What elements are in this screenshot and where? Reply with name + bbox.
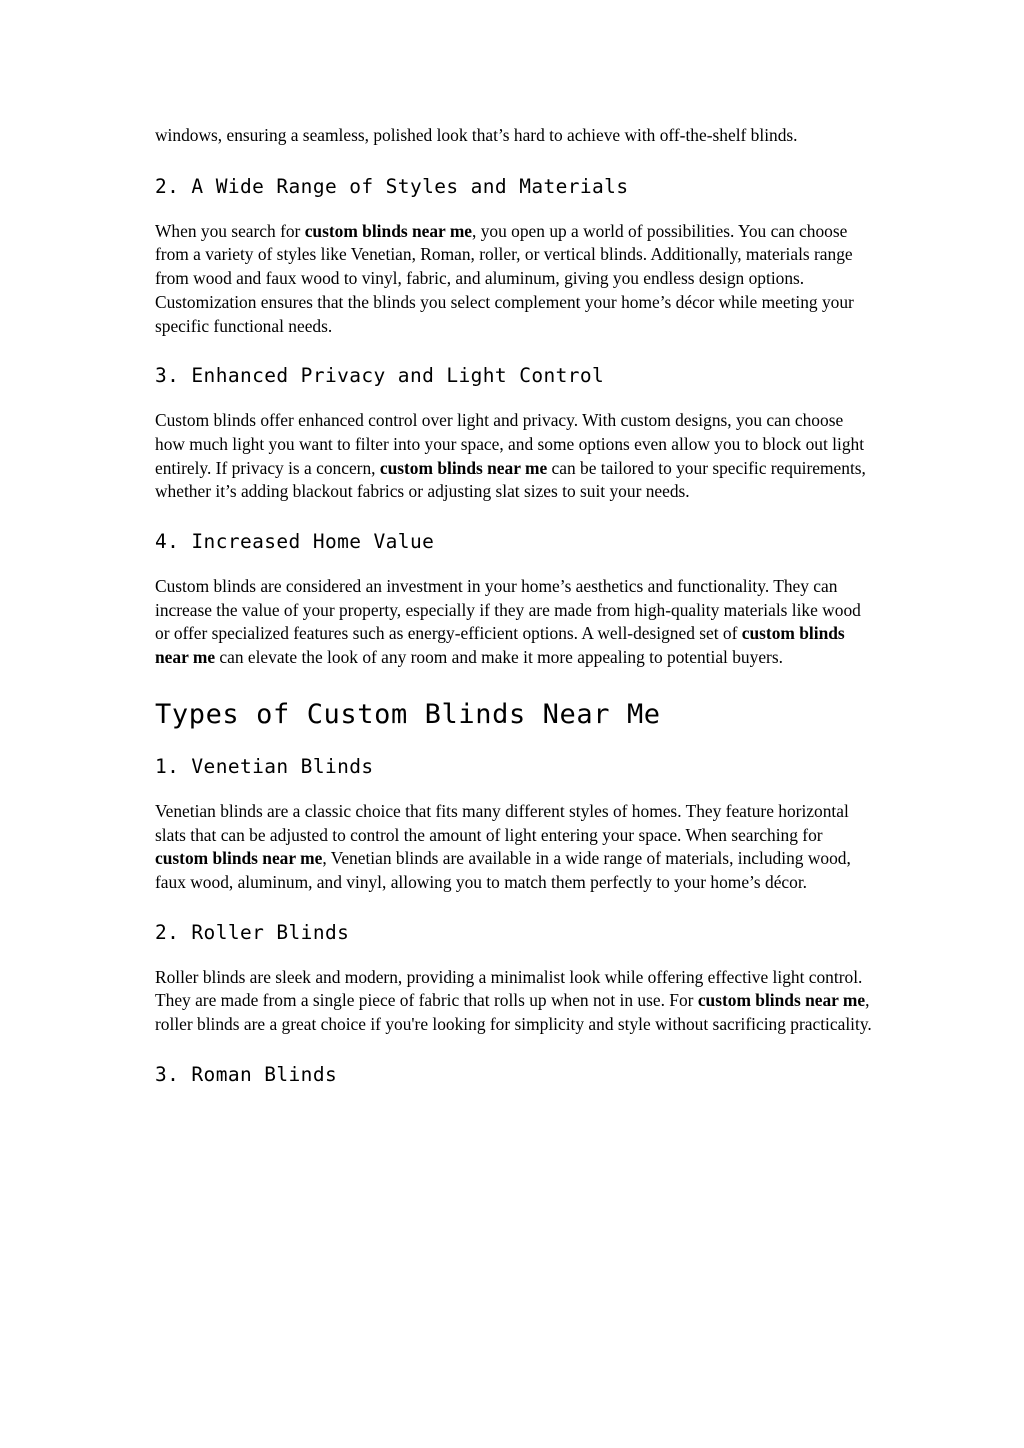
section-title-types: Types of Custom Blinds Near Me: [155, 698, 661, 730]
paragraph-text: Custom blinds are considered an investment in your home’s aesthetics and functionality. They can increase the value of your property, especially if they are made from high-quality materials like wood or offer specialized features such as energy-efficient options. A well-designed set of: [155, 576, 861, 644]
paragraph-text: Custom blinds offer enhanced control over light and privacy. With custom designs, you can choose how much light you want to filter into your space, and some options even allow you to block out light entirely. If privacy is a concern,: [155, 410, 865, 478]
keyword-bold: custom blinds near me: [379, 457, 548, 478]
section-heading-privacy-light: 3. Enhanced Privacy and Light Control: [155, 364, 605, 388]
paragraph-text: , Venetian blinds are available in a wide range of materials, including wood, faux wood, aluminum, and vinyl, allowing you to match them perfectly to your home’s décor.: [155, 848, 851, 892]
paragraph-text: can elevate the look of any room and make it more appealing to potential buyers.: [215, 647, 783, 668]
paragraph-text: Venetian blinds are a classic choice that fits many different styles of homes. They feature horizontal slats that can be adjusted to control the amount of light entering your space. When searching for: [155, 800, 849, 845]
document-page: [155, 124, 875, 1089]
paragraph-text: When you search for: [155, 220, 305, 241]
paragraph-styles-materials: [155, 220, 875, 339]
paragraph-text: Roller blinds are sleek and modern, providing a minimalist look while offering effective light control. They are made from a single piece of fabric that rolls up when not in use. For: [155, 966, 863, 1011]
keyword-bold: custom blinds near me: [155, 848, 323, 869]
type-heading-roman: 3. Roman Blinds: [155, 1062, 338, 1086]
paragraph-home-value: [155, 575, 875, 670]
paragraph-text: can be tailored to your specific requirements, whether it’s adding blackout fabrics or adjusting slat sizes to suit your needs.: [155, 457, 866, 502]
section-heading-styles-materials: 2. A Wide Range of Styles and Materials: [155, 174, 629, 198]
paragraph-venetian: [155, 800, 875, 895]
section-heading-home-value: 4. Increased Home Value: [155, 530, 435, 554]
paragraph-text: , you open up a world of possibilities. You can choose from a variety of styles like Venetian, Roman, roller, or vertical blinds. Additionally, materials range from wood and faux wood to vinyl, fabric, and aluminum, giving you endless design options. Customization ensures that the blinds you select complement your home’s décor while meeting your specific functional needs.: [155, 220, 854, 336]
keyword-bold: custom blinds near me: [304, 220, 473, 241]
paragraph-text: , roller blinds are a great choice if you're looking for simplicity and style without sacrificing practicality.: [155, 990, 872, 1035]
keyword-bold: custom blinds near me: [697, 990, 866, 1011]
type-heading-roller: 2. Roller Blinds: [155, 920, 350, 944]
paragraph-roller: [155, 966, 875, 1037]
paragraph-privacy-light: [155, 409, 875, 504]
intro-paragraph: windows, ensuring a seamless, polished look that’s hard to achieve with off-the-shelf blinds.: [155, 125, 798, 145]
type-heading-venetian: 1. Venetian Blinds: [155, 754, 374, 778]
keyword-bold: custom blinds near me: [155, 623, 845, 668]
